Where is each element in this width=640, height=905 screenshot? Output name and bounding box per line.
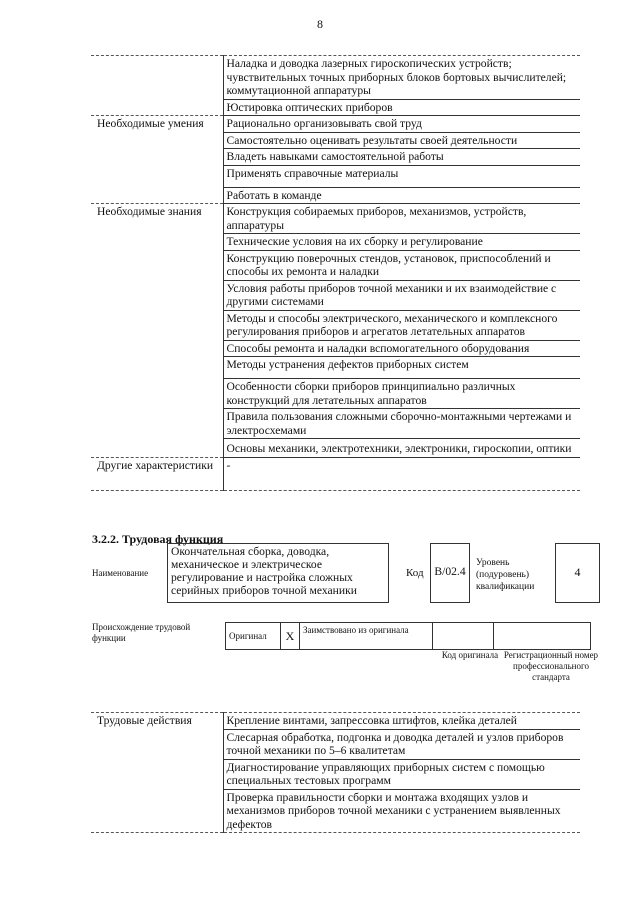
origin-table — [225, 622, 591, 650]
borrowed-label: Заимствовано из оригинала — [300, 623, 433, 650]
row-label-skills: Необходимые умения — [91, 116, 223, 204]
table-cell: - — [223, 457, 580, 490]
reg-number-caption: Регистрационный номер профессионального стандарта — [503, 650, 599, 682]
table-cell: Способы ремонта и наладки вспомогательного оборудования — [223, 340, 580, 357]
row-label-actions: Трудовые действия — [91, 713, 223, 833]
table-cell: Методы устранения дефектов приборных систем — [223, 357, 580, 379]
table-cell: Конструкцию поверочных стендов, установок, приспособлений и способы их ремонта и наладки — [223, 250, 580, 280]
table-row — [91, 56, 580, 100]
code-original-cell — [433, 623, 494, 650]
code-box: B/02.4 — [430, 543, 470, 603]
table-row — [91, 713, 580, 730]
table-cell: Условия работы приборов точной механики и их взаимодействие с другими системами — [223, 280, 580, 310]
row-label-knowledge: Необходимые знания — [91, 204, 223, 458]
reg-number-cell — [494, 623, 591, 650]
row-label-other: Другие характеристики — [91, 457, 223, 490]
table-cell: Работать в команде — [223, 187, 580, 204]
table-cell: Методы и способы электрического, механического и комплексного регулирования приборов и агрегатов летательных аппаратов — [223, 310, 580, 340]
code-original-caption: Код оригинала — [441, 650, 499, 660]
table-cell: Владеть навыками самостоятельной работы — [223, 149, 580, 166]
table-cell: Правила пользования сложными сборочно-монтажными чертежами и электросхемами — [223, 409, 580, 439]
row-label — [91, 56, 223, 116]
table-cell: Наладка и доводка лазерных гироскопических устройств; чувствительных точных приборных блоков бортовых вычислителей; коммутационной аппаратуры — [223, 56, 580, 100]
level-label: Уровень (подуровень) квалификации — [476, 558, 535, 592]
table-cell: Конструкция собираемых приборов, механизмов, устройств, аппаратуры — [223, 204, 580, 234]
function-name-box: Окончательная сборка, доводка, механическое и электрическое регулирование и настройка сложных серийных приборов точной механики — [167, 543, 389, 603]
table-cell: Самостоятельно оценивать результаты своей деятельности — [223, 132, 580, 149]
table-row — [91, 457, 580, 490]
table-row — [226, 623, 591, 650]
table-cell: Технические условия на их сборку и регулирование — [223, 234, 580, 251]
table-cell: Крепление винтами, запрессовка штифтов, клейка деталей — [223, 713, 580, 730]
table-cell: Проверка правильности сборки и монтажа входящих узлов и механизмов приборов точной механики с устранением выявленных дефектов — [223, 789, 580, 833]
page-number: 8 — [317, 17, 323, 31]
original-label: Оригинал — [226, 623, 281, 650]
table-cell: Юстировка оптических приборов — [223, 99, 580, 116]
name-label: Наименование — [92, 568, 149, 578]
table-row — [91, 204, 580, 234]
original-mark: X — [281, 623, 300, 650]
actions-table — [91, 712, 580, 833]
code-label: Код — [406, 567, 424, 579]
level-box: 4 — [555, 543, 600, 603]
table-cell: Основы механики, электротехники, электроники, гироскопии, оптики — [223, 439, 580, 458]
table-cell: Диагностирование управляющих приборных систем с помощью специальных тестовых программ — [223, 759, 580, 789]
table-cell: Особенности сборки приборов принципиально различных конструкций для летательных аппаратов — [223, 379, 580, 409]
table-row — [91, 116, 580, 133]
skills-knowledge-table — [91, 55, 580, 491]
origin-label: Происхождение трудовой функции — [92, 622, 191, 643]
table-cell: Применять справочные материалы — [223, 165, 580, 187]
table-cell: Рационально организовывать свой труд — [223, 116, 580, 133]
table-cell: Слесарная обработка, подгонка и доводка деталей и узлов приборов точной механики по 5–6 квалитетам — [223, 729, 580, 759]
section-title: 3.2.2. Трудовая функция — [92, 532, 224, 546]
